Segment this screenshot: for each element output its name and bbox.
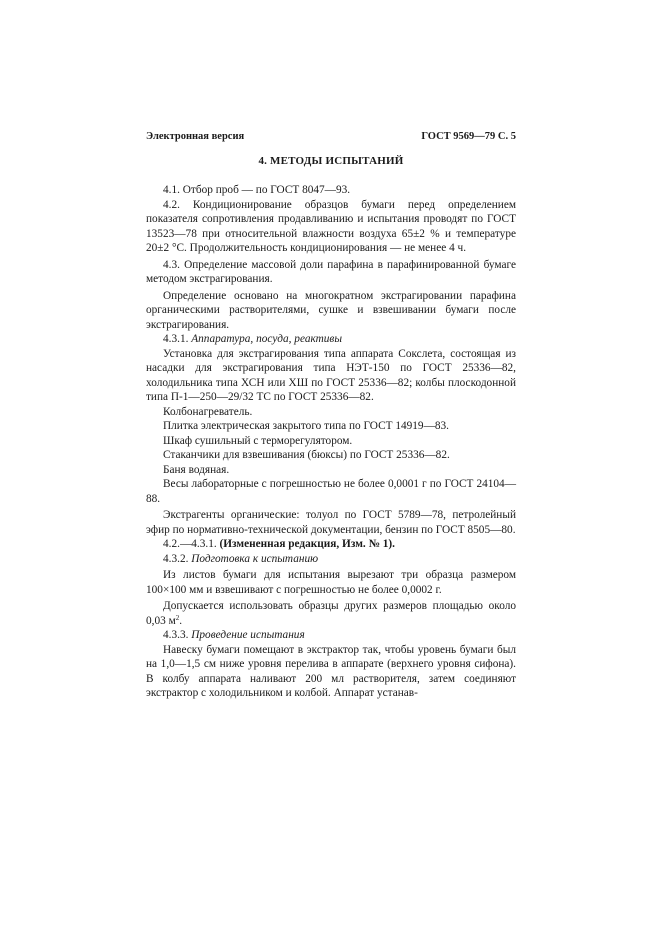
other-sizes-end: . (179, 614, 183, 627)
paragraph-extractants: Экстрагенты органические: толуол по ГОСТ 5789—78, петролейный эфир по нормативно-технической документации, бензин по ГОСТ 8505—80. (146, 509, 516, 536)
amendment-note: (Измененная редакция, Изм. № 1). (219, 538, 395, 550)
paragraph-bath: Баня водяная. (163, 463, 230, 476)
paragraph-amendment (146, 537, 516, 552)
paragraph-4-2: 4.2. Кондиционирование образцов бумаги перед определением показателя сопротивления продавливанию и испытания проводят по ГОСТ 13523—78 при относительной влажности воздуха 65±2 % и температуре 20±2 °С. Продолжительность кондиционирования — не менее 4 ч. (146, 198, 516, 254)
paragraph-4-3-2-title: Подготовка к испытанию (191, 552, 319, 565)
section-title: 4. МЕТОДЫ ИСПЫТАНИЙ (258, 155, 404, 167)
paragraph-heater: Колбонагреватель. (163, 405, 253, 418)
paragraph-4-1: 4.1. Отбор проб — по ГОСТ 8047—93. (163, 184, 351, 196)
paragraph-4-3-2-number: 4.3.2. (163, 552, 189, 565)
paragraph-4-3-3 (146, 628, 516, 643)
header-edition-label: Электронная версия (146, 131, 245, 142)
paragraph-scales: Весы лабораторные с погрешностью не более 0,0001 г по ГОСТ 24104—88. (146, 478, 516, 505)
paragraph-other-sizes (146, 599, 516, 628)
document-body (146, 183, 516, 701)
paragraph-4-3-3-number: 4.3.3. (163, 629, 189, 641)
header-standard-page: ГОСТ 9569—79 С. 5 (421, 131, 516, 142)
paragraph-4-3-1-number: 4.3.1. (163, 333, 189, 345)
paragraph-cups: Стаканчики для взвешивания (бюксы) по ГОСТ 25336—82. (163, 449, 450, 461)
paragraph-4-3-3-title: Проведение испытания (191, 629, 305, 641)
other-sizes-superscript: 2 (175, 613, 180, 622)
paragraph-4-3-1 (146, 332, 516, 347)
other-sizes-text: Допускается использовать образцы других размеров площадью около 0,03 м (146, 600, 516, 627)
paragraph-oven: Шкаф сушильный с терморегулятором. (163, 434, 353, 447)
paragraph-4-3: 4.3. Определение массовой доли парафина в парафинированной бумаге методом экстрагирования. (146, 258, 516, 285)
paragraph-procedure: Навеску бумаги помещают в экстрактор так, чтобы уровень бумаги был на 1,0—1,5 см ниже уровня перелива в аппарате (верхнего уровня сифона). В колбу аппарата наливают 200 мл растворителя, затем соединяют экстрактор с холодильником и колбой. Аппарат устанав- (146, 643, 516, 699)
paragraph-4-3-2 (146, 552, 516, 567)
paragraph-4-3-basis: Определение основано на многократном экстрагировании парафина органическими растворителями, сушке и взвешивании бумаги после экстрагирования. (146, 289, 516, 331)
paragraph-hotplate: Плитка электрическая закрытого типа по ГОСТ 14919—83. (163, 420, 449, 432)
paragraph-samples: Из листов бумаги для испытания вырезают три образца размером 100×100 мм и взвешивают с погрешностью не более 0,0002 г. (146, 569, 516, 596)
paragraph-soxhlet: Установка для экстрагирования типа аппарата Сокслета, состоящая из насадки для экстрагирования типа НЭТ-150 по ГОСТ 25336—82, холодильника типа ХСН или ХШ по ГОСТ 25336—82; колбы плоскодонной типа П-1—250—29/32 ТС по ГОСТ 25336—82. (146, 347, 516, 403)
amendment-range: 4.2.—4.3.1. (163, 538, 217, 550)
paragraph-4-3-1-title: Аппаратура, посуда, реактивы (191, 333, 342, 345)
page-header (146, 131, 516, 147)
